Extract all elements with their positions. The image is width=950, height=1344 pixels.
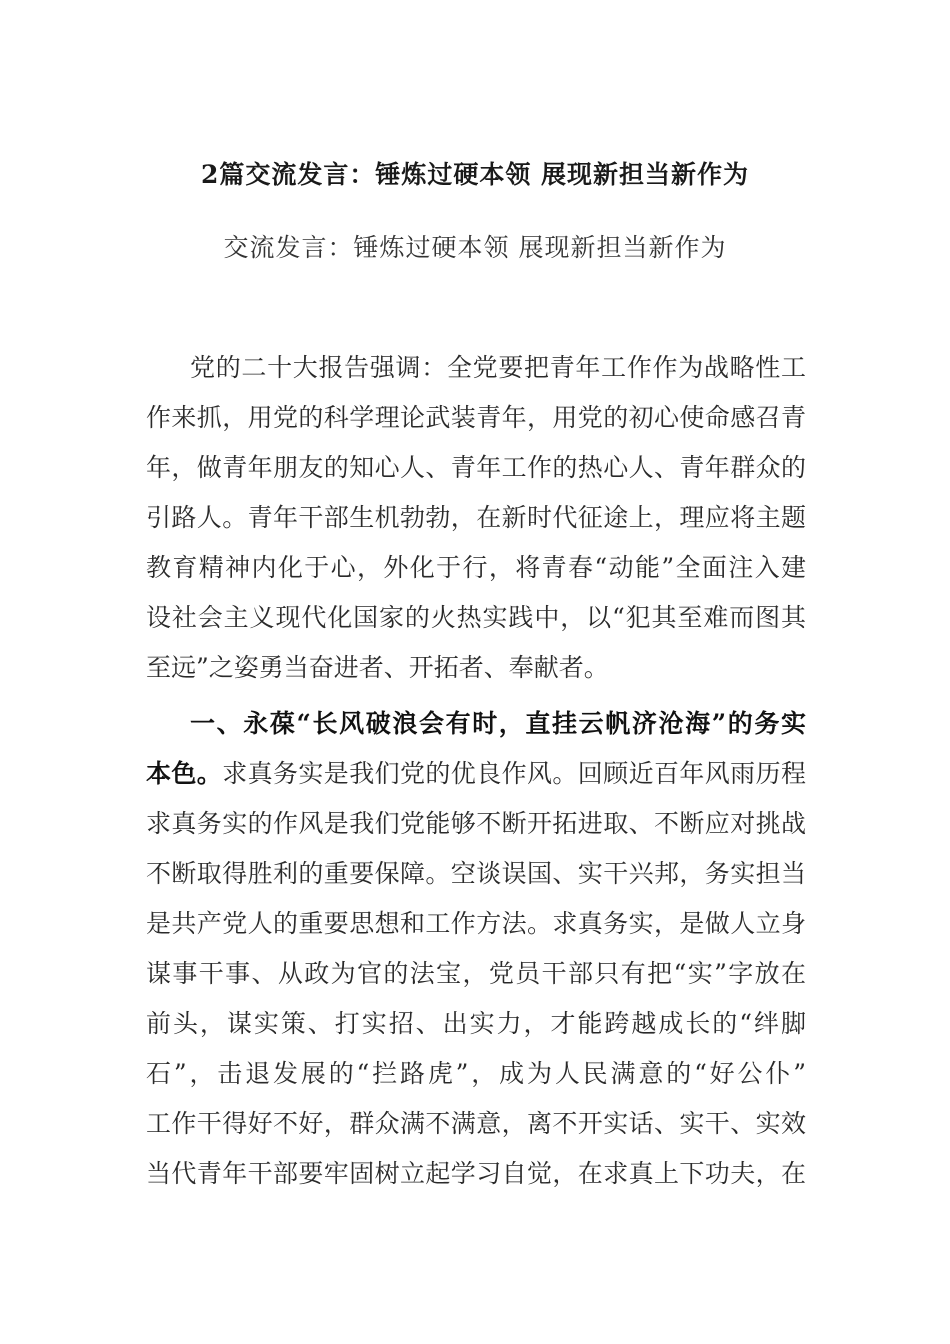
paragraph-line: 石”，击退发展的“拦路虎”，成为人民满意的“好公仆” [146, 1059, 806, 1088]
paragraph-line: 不断取得胜利的重要保障。空谈误国、实干兴邦，务实担当 [146, 859, 806, 888]
paragraph-line: 工作干得好不好，群众满不满意，离不开实话、实干、实效 [146, 1109, 806, 1138]
paragraph-line: 是共产党人的重要思想和工作方法。求真务实，是做人立身 [146, 909, 806, 938]
section-text: 求真务实是我们党的优良作风。回顾近百年风雨历程 [222, 759, 806, 788]
paragraph-line: 教育精神内化于心，外化于行，将青春“动能”全面注入建 [146, 553, 806, 582]
section-heading: 一、永葆“长风破浪会有时，直挂云帆济沧海”的务实 [190, 709, 806, 738]
paragraph-line: 求真务实的作风是我们党能够不断开拓进取、不断应对挑战 [146, 809, 806, 838]
section-heading-continuation [146, 749, 806, 799]
paragraph-line: 至远”之姿勇当奋进者、开拓者、奉献者。 [146, 653, 609, 682]
paragraph-line: 设社会主义现代化国家的火热实践中，以“犯其至难而图其 [146, 603, 806, 632]
document-subtitle: 交流发言：锤炼过硬本领 展现新担当新作为 [223, 233, 727, 262]
paragraph-line: 谋事干事、从政为官的法宝，党员干部只有把“实”字放在 [146, 959, 806, 988]
paragraph-line: 党的二十大报告强调：全党要把青年工作作为战略性工 [190, 353, 806, 382]
paragraph-line: 作来抓，用党的科学理论武装青年，用党的初心使命感召青 [146, 403, 806, 432]
paragraph-line: 前头，谋实策、打实招、出实力，才能跨越成长的“绊脚 [146, 1009, 806, 1038]
section-heading-end: 本色。 [146, 759, 223, 788]
paragraph-line: 当代青年干部要牢固树立起学习自觉，在求真上下功夫，在 [146, 1159, 806, 1188]
paragraph-line: 年，做青年朋友的知心人、青年工作的热心人、青年群众的 [146, 453, 806, 482]
document-title: 2篇交流发言：锤炼过硬本领 展现新担当新作为 [200, 160, 750, 189]
paragraph-line: 引路人。青年干部生机勃勃，在新时代征途上，理应将主题 [146, 503, 806, 532]
